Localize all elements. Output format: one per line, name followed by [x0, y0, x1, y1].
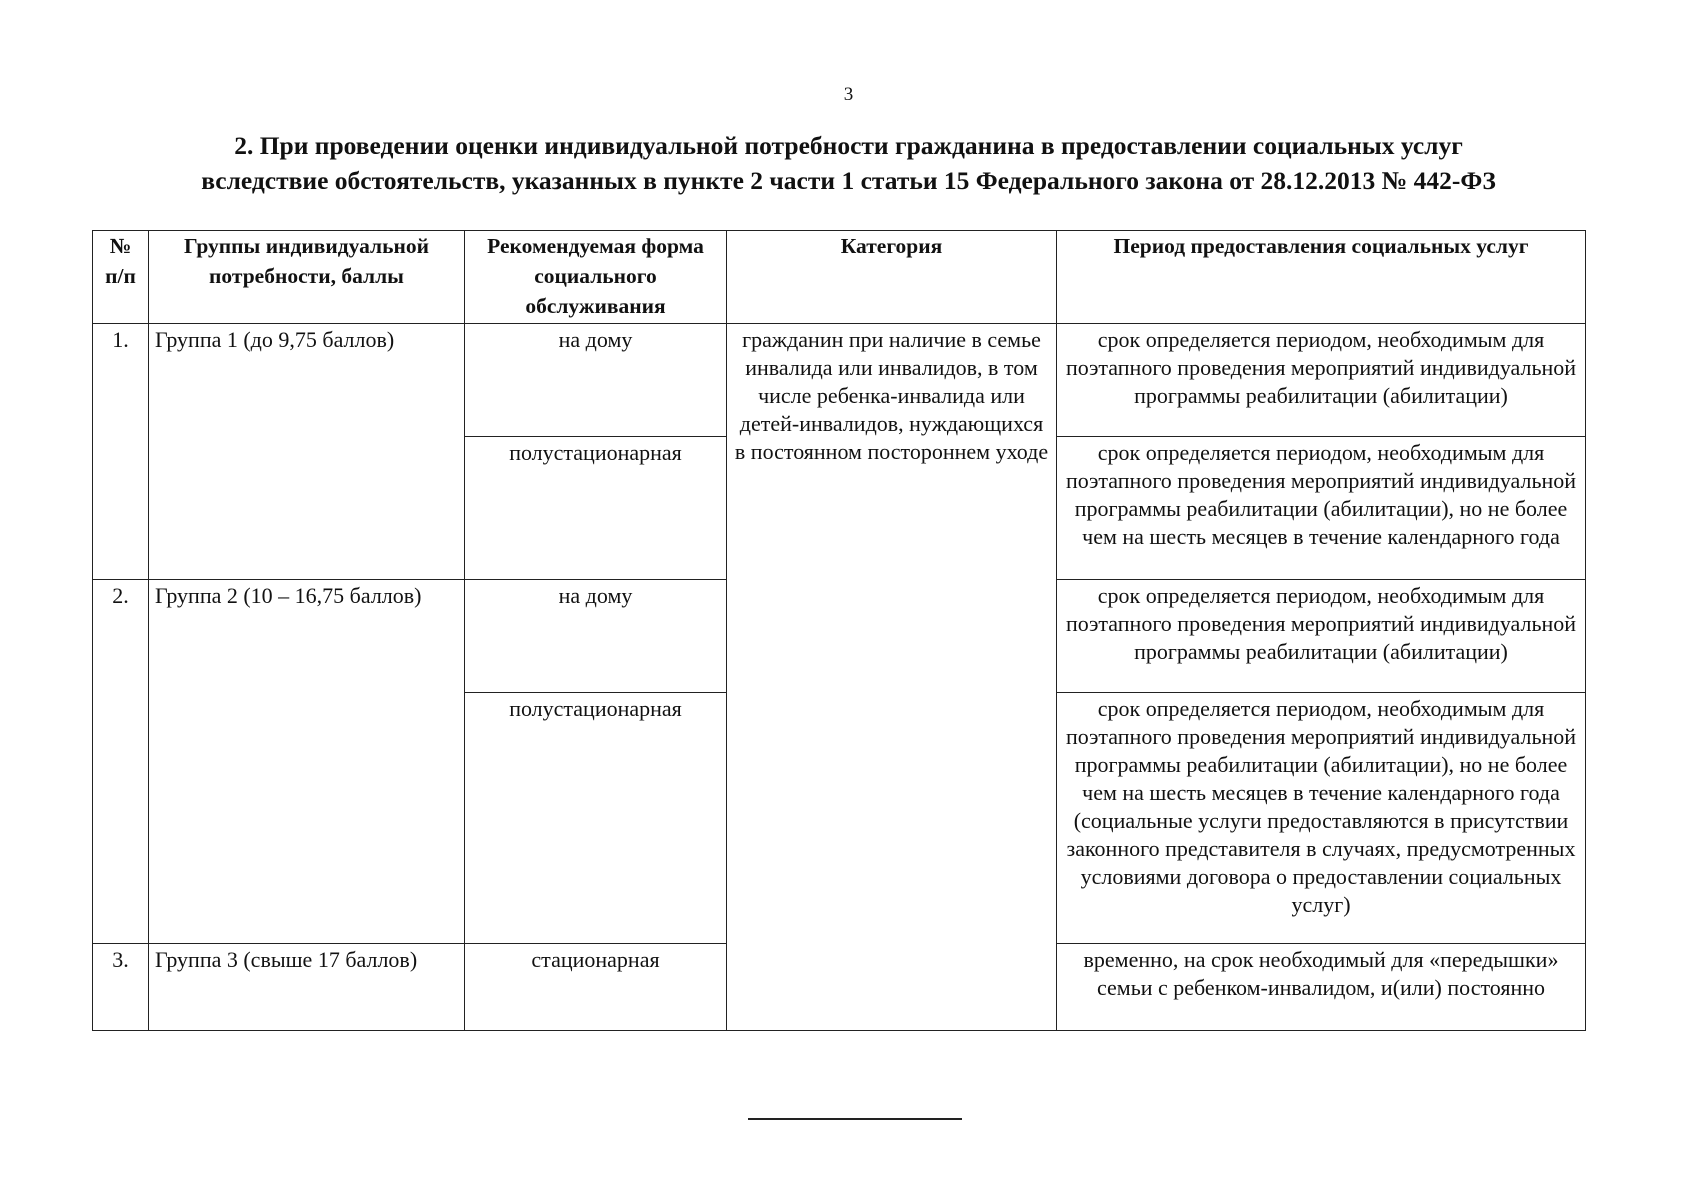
row-number: 3.	[93, 944, 149, 1031]
category-cell: гражданин при наличие в семье инвалида или инвалидов, в том числе ребенка-инвалида или детей-инвалидов, нуждающихся в постоянном постороннем уходе	[727, 324, 1057, 1031]
service-form: на дому	[465, 580, 727, 693]
row-number: 1.	[93, 324, 149, 580]
service-period: срок определяется периодом, необходимым для поэтапного проведения мероприятий индивидуальной программы реабилитации (абилитации), но не более чем на шесть месяцев в течение календарного года	[1057, 437, 1586, 580]
service-period: временно, на срок необходимый для «передышки» семьи с ребенком-инвалидом, и(или) постоянно	[1057, 944, 1586, 1031]
group-name: Группа 1 (до 9,75 баллов)	[149, 324, 465, 580]
header-form: Рекомендуемая форма социального обслуживания	[465, 231, 727, 324]
section-title-line-2: вследствие обстоятельств, указанных в пункте 2 части 1 статьи 15 Федерального закона от 28.12.2013 № 442-ФЗ	[201, 166, 1496, 195]
header-period: Период предоставления социальных услуг	[1057, 231, 1586, 324]
page-number: 3	[843, 84, 854, 105]
row-number: 2.	[93, 580, 149, 944]
section-title	[60, 128, 1637, 198]
header-category: Категория	[727, 231, 1057, 324]
service-period: срок определяется периодом, необходимым для поэтапного проведения мероприятий индивидуальной программы реабилитации (абилитации), но не более чем на шесть месяцев в течение календарного года (социальные услуги предоставляются в присутствии законного представителя в случаях, предусмотренных условиями договора о предоставлении социальных услуг)	[1057, 693, 1586, 944]
group-name: Группа 2 (10 – 16,75 баллов)	[149, 580, 465, 944]
header-num: № п/п	[93, 231, 149, 324]
service-form: полустационарная	[465, 693, 727, 944]
social-services-table	[92, 230, 1586, 1031]
table-header-row	[93, 231, 1586, 324]
service-form: полустационарная	[465, 437, 727, 580]
service-form: на дому	[465, 324, 727, 437]
service-period: срок определяется периодом, необходимым для поэтапного проведения мероприятий индивидуальной программы реабилитации (абилитации)	[1057, 324, 1586, 437]
section-title-line-1: 2. При проведении оценки индивидуальной потребности гражданина в предоставлении социальных услуг	[234, 131, 1463, 160]
service-period: срок определяется периодом, необходимым для поэтапного проведения мероприятий индивидуальной программы реабилитации (абилитации)	[1057, 580, 1586, 693]
service-form: стационарная	[465, 944, 727, 1031]
header-groups: Группы индивидуальной потребности, баллы	[149, 231, 465, 324]
table-row	[93, 324, 1586, 437]
group-name: Группа 3 (свыше 17 баллов)	[149, 944, 465, 1031]
end-divider	[748, 1118, 962, 1120]
